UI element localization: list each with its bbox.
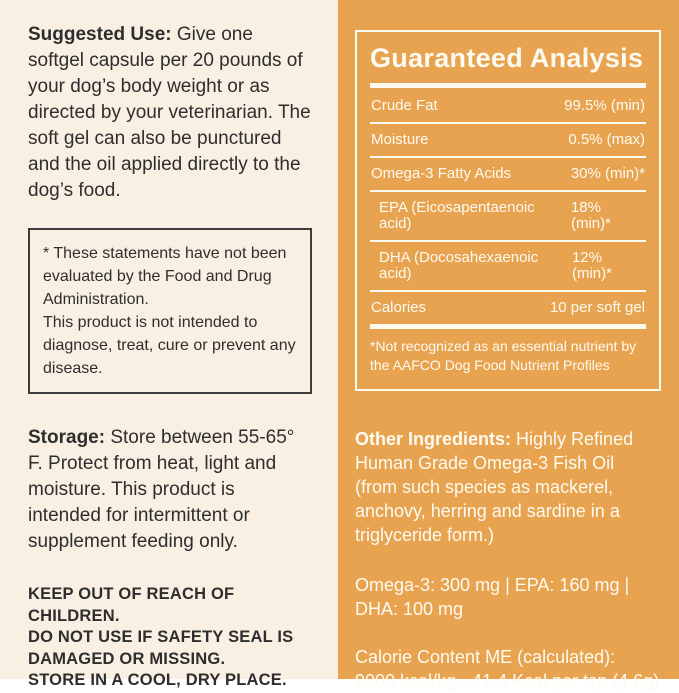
storage-text: Store between 55-65° F. Protect from heat, light and moisture. This product is intended for intermittent or supplement feeding only. [28,427,295,552]
table-row [370,124,646,158]
table-row [370,158,646,192]
row-name: Crude Fat [371,97,438,114]
fda-disclaimer-line1: * These statements have not been evaluated by the Food and Drug Administration. [43,245,287,308]
row-name: EPA (Eicosapentaenoic acid) [379,199,535,232]
storage-label: Storage: [28,427,106,448]
table-row [370,242,646,292]
row-name: Moisture [371,131,429,148]
row-name: DHA (Docosahexaenoic acid) [379,249,539,282]
suggested-use-paragraph [28,22,312,204]
row-value: 10 per soft gel [549,299,645,316]
suggested-use-label: Suggested Use: [28,24,172,45]
row-value: 12% (min)* [571,249,612,282]
suggested-use-text: Give one softgel capsule per 20 pounds of your dog’s body weight or as directed by your veterinarian. The soft gel can also be punctured and the oil applied directly to the dog’s food. [28,24,311,201]
row-name: Omega-3 Fatty Acids [371,165,512,182]
warnings-block [28,584,312,692]
calorie-content-line2: 9000 kcal/kg - 41.4 Kcal per tsp (4.6g) [355,671,660,691]
footnote-divider-rule [370,324,646,329]
row-name: Calories [371,299,427,316]
fda-disclaimer-line2: This product is not intended to diagnose, treat, cure or prevent any disease. [43,314,296,377]
table-row [370,192,646,242]
row-value: 30% (min)* [570,165,645,182]
row-value: 18% (min)* [570,199,611,232]
right-panel [338,0,679,691]
guaranteed-analysis-title: Guaranteed Analysis [370,43,644,73]
title-divider-rule [370,83,646,88]
analysis-table [370,90,646,324]
dosage-amounts: Omega-3: 300 mg | EPA: 160 mg | DHA: 100 mg [355,575,630,619]
storage-paragraph [28,425,312,555]
warning-cool-dry: STORE IN A COOL, DRY PLACE. [28,671,287,689]
table-row [370,292,646,324]
calorie-content-paragraph [355,645,661,693]
other-ingredients-paragraph [355,427,661,547]
warning-safety-seal: DO NOT USE IF SAFETY SEAL IS DAMAGED OR MISSING. [28,628,294,668]
left-panel [0,0,338,689]
row-value: 99.5% (min) [564,97,645,114]
other-ingredients-text: Highly Refined Human Grade Omega-3 Fish Oil (from such species as mackerel, anchovy, herring and sardine in a triglyceride form.) [355,429,634,545]
calorie-content-line1: Calorie Content ME (calculated): [355,647,616,667]
aafco-footnote: *Not recognized as an essential nutrient by the AAFCO Dog Food Nutrient Profiles [370,338,637,373]
row-value: 0.5% (max) [568,131,645,148]
other-ingredients-label: Other Ingredients: [355,429,512,449]
warning-children: KEEP OUT OF REACH OF CHILDREN. [28,585,235,625]
guaranteed-analysis-box [355,30,661,391]
fda-disclaimer-box [28,228,312,394]
table-row [370,90,646,124]
